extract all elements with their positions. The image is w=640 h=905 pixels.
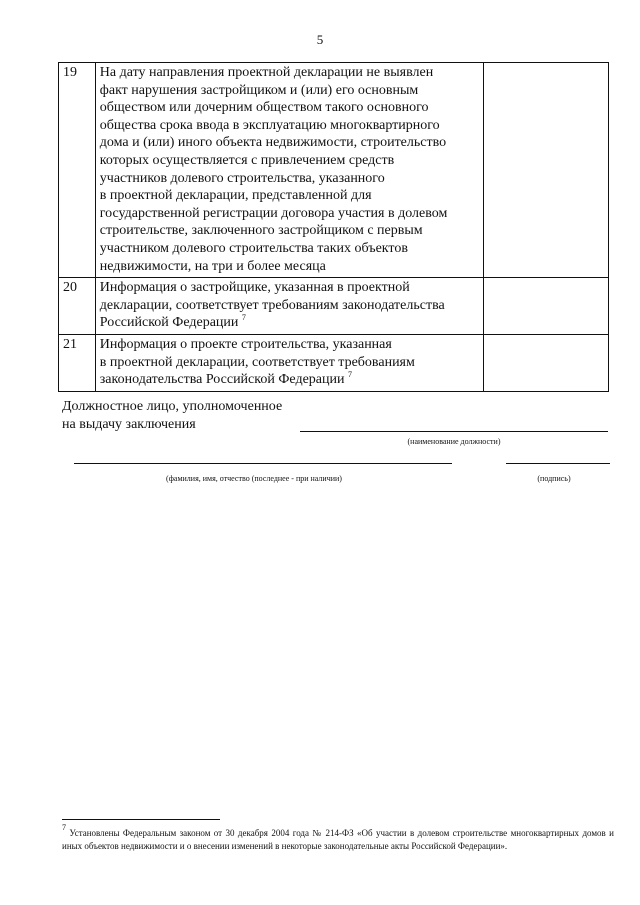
row-text-line — [100, 222, 479, 240]
row-text — [95, 278, 483, 335]
row-text-line — [100, 258, 479, 276]
row-text — [95, 63, 483, 278]
row-conclusion-cell[interactable] — [483, 278, 608, 335]
row-conclusion-cell[interactable] — [483, 63, 608, 278]
row-text-line-content: декларации, соответствует требованиям законодательства — [99, 297, 445, 313]
row-text-line-content: дома и (или) иного объекта недвижимости, строительство — [99, 135, 447, 151]
row-number: 21 — [59, 334, 96, 391]
row-text-line-content: На дату направления проектной декларации не выявлен — [99, 65, 434, 80]
row-text-line — [100, 336, 479, 354]
row-text-line-content: строительстве, заключенного застройщиком с первым — [99, 223, 423, 239]
row-text-line — [100, 354, 479, 372]
position-line — [300, 431, 608, 432]
signature-caption: (подпись) — [537, 474, 571, 483]
official-label-line1: Должностное лицо, уполномоченное — [62, 399, 283, 414]
row-text-line — [100, 82, 479, 100]
criteria-row — [59, 278, 609, 335]
row-text-line — [100, 152, 479, 170]
row-text-line — [100, 297, 479, 315]
criteria-row — [59, 334, 609, 391]
row-text-line-content: общества срока ввода в эксплуатацию многоквартирного — [99, 117, 440, 133]
row-number: 20 — [59, 278, 96, 335]
row-text-line — [100, 314, 479, 332]
footnote-text: Установлены Федеральным законом от 30 декабря 2004 года № 214-ФЗ «Об участии в долевом строительстве многоквартирных домов и иных объектов недвижимости и о внесении изменений в некоторые законодательные акты Российской Федерации». — [62, 828, 615, 851]
footnote-ref: 7 — [347, 370, 352, 380]
row-number: 19 — [59, 63, 96, 278]
criteria-table — [58, 62, 609, 392]
footnote-marker: 7 — [62, 823, 66, 832]
row-text-line — [100, 371, 479, 389]
signature-line — [506, 463, 610, 464]
row-text-line — [100, 240, 479, 258]
criteria-table-body — [59, 63, 609, 392]
row-text-line-content: Российской Федерации — [99, 315, 239, 331]
row-text — [95, 334, 483, 391]
row-text-line-content: Информация о проекте строительства, указанная — [99, 336, 392, 352]
full-name-caption: (фамилия, имя, отчество (последнее - при наличии) — [166, 474, 342, 483]
row-text-line-content: законодательства Российской Федерации — [99, 372, 345, 388]
row-text-line-content: государственной регистрации договора участия в долевом — [99, 205, 448, 221]
row-text-line-content: которых осуществляется с привлечением средств — [99, 152, 395, 168]
position-caption: (наименование должности) — [407, 437, 501, 446]
row-text-line-content: Информация о застройщике, указанная в проектной — [99, 280, 410, 296]
row-text-line — [100, 99, 479, 117]
row-text-line — [100, 117, 479, 135]
row-text-line-content: в проектной декларации, представленной для — [99, 188, 372, 204]
row-text-line-content: обществом или дочерним обществом такого основного — [99, 100, 429, 116]
criteria-row — [59, 63, 609, 278]
official-label-line2: на выдачу заключения — [62, 417, 196, 432]
page-number: 5 — [316, 32, 324, 47]
row-conclusion-cell[interactable] — [483, 334, 608, 391]
row-text-line — [100, 170, 479, 188]
row-text-line — [100, 187, 479, 205]
footnote — [62, 823, 615, 852]
footnote-ref: 7 — [241, 313, 246, 323]
row-text-line-content: в проектной декларации, соответствует требованиям — [99, 354, 415, 370]
row-text-line — [100, 134, 479, 152]
row-text-line-content: участников долевого строительства, указанного — [99, 170, 385, 186]
row-text-line-content: недвижимости, на три и более месяца — [99, 258, 326, 274]
footnote-separator — [62, 819, 220, 820]
full-name-line — [74, 463, 452, 464]
row-text-line — [100, 279, 479, 297]
row-text-line — [100, 64, 479, 82]
row-text-line-content: участником долевого строительства таких объектов — [99, 240, 408, 256]
row-text-line — [100, 205, 479, 223]
row-text-line-content: факт нарушения застройщиком и (или) его основным — [99, 82, 419, 98]
official-label — [62, 398, 282, 434]
